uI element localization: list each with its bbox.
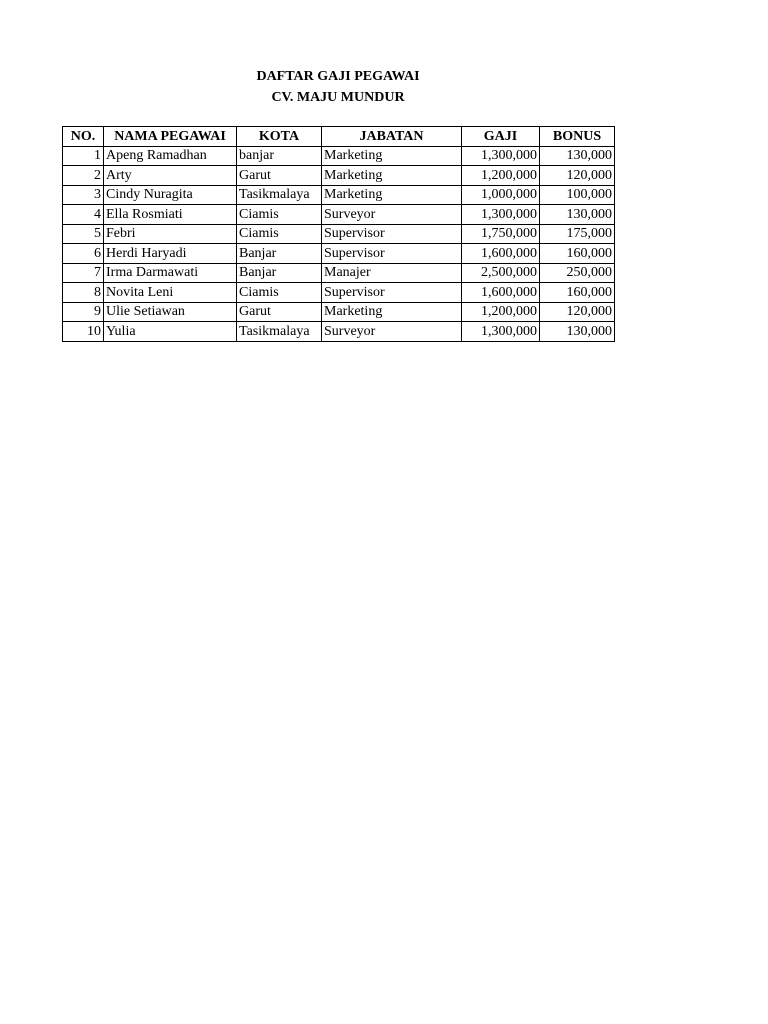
cell-position: Marketing [322,146,462,166]
cell-no: 5 [63,224,104,244]
cell-city: Ciamis [237,283,322,303]
table-row [63,146,615,166]
cell-bonus: 120,000 [540,302,615,322]
cell-bonus: 100,000 [540,185,615,205]
table-row [63,263,615,283]
cell-no: 6 [63,244,104,264]
cell-bonus: 130,000 [540,205,615,225]
column-header-name: NAMA PEGAWAI [104,127,237,147]
cell-name: Apeng Ramadhan [104,146,237,166]
cell-position: Marketing [322,302,462,322]
cell-no: 3 [63,185,104,205]
cell-position: Supervisor [322,224,462,244]
cell-position: Supervisor [322,283,462,303]
cell-no: 2 [63,166,104,186]
column-header-position: JABATAN [322,127,462,147]
table-row [63,302,615,322]
cell-salary: 1,200,000 [462,166,540,186]
cell-bonus: 250,000 [540,263,615,283]
cell-city: Garut [237,166,322,186]
cell-position: Manajer [322,263,462,283]
cell-no: 1 [63,146,104,166]
cell-name: Ulie Setiawan [104,302,237,322]
table-header-row [63,127,615,147]
cell-bonus: 130,000 [540,322,615,342]
cell-city: Banjar [237,263,322,283]
table-row [63,283,615,303]
cell-no: 7 [63,263,104,283]
cell-name: Novita Leni [104,283,237,303]
cell-no: 10 [63,322,104,342]
table-row [63,244,615,264]
cell-no: 8 [63,283,104,303]
cell-salary: 1,300,000 [462,205,540,225]
cell-position: Surveyor [322,322,462,342]
cell-bonus: 160,000 [540,244,615,264]
cell-city: Tasikmalaya [237,185,322,205]
cell-salary: 1,600,000 [462,244,540,264]
cell-bonus: 160,000 [540,283,615,303]
document-title: DAFTAR GAJI PEGAWAI [256,69,420,84]
cell-city: Banjar [237,244,322,264]
cell-salary: 1,200,000 [462,302,540,322]
table-row [63,166,615,186]
column-header-salary: GAJI [462,127,540,147]
table-row [63,185,615,205]
cell-name: Febri [104,224,237,244]
column-header-bonus: BONUS [540,127,615,147]
table-row [63,322,615,342]
table-row [63,205,615,225]
cell-bonus: 175,000 [540,224,615,244]
cell-position: Marketing [322,166,462,186]
cell-city: banjar [237,146,322,166]
cell-city: Garut [237,302,322,322]
cell-bonus: 130,000 [540,146,615,166]
cell-name: Ella Rosmiati [104,205,237,225]
cell-salary: 1,300,000 [462,322,540,342]
cell-salary: 1,000,000 [462,185,540,205]
cell-position: Surveyor [322,205,462,225]
company-name: CV. MAJU MUNDUR [271,90,405,105]
cell-salary: 1,300,000 [462,146,540,166]
cell-name: Irma Darmawati [104,263,237,283]
cell-salary: 2,500,000 [462,263,540,283]
cell-no: 9 [63,302,104,322]
cell-name: Yulia [104,322,237,342]
cell-name: Arty [104,166,237,186]
cell-salary: 1,750,000 [462,224,540,244]
column-header-city: KOTA [237,127,322,147]
cell-no: 4 [63,205,104,225]
cell-name: Cindy Nuragita [104,185,237,205]
table-body [63,146,615,341]
cell-city: Ciamis [237,205,322,225]
cell-bonus: 120,000 [540,166,615,186]
table-row [63,224,615,244]
cell-position: Marketing [322,185,462,205]
payroll-table [62,126,615,342]
cell-name: Herdi Haryadi [104,244,237,264]
cell-position: Supervisor [322,244,462,264]
cell-city: Tasikmalaya [237,322,322,342]
cell-city: Ciamis [237,224,322,244]
column-header-no: NO. [63,127,104,147]
cell-salary: 1,600,000 [462,283,540,303]
